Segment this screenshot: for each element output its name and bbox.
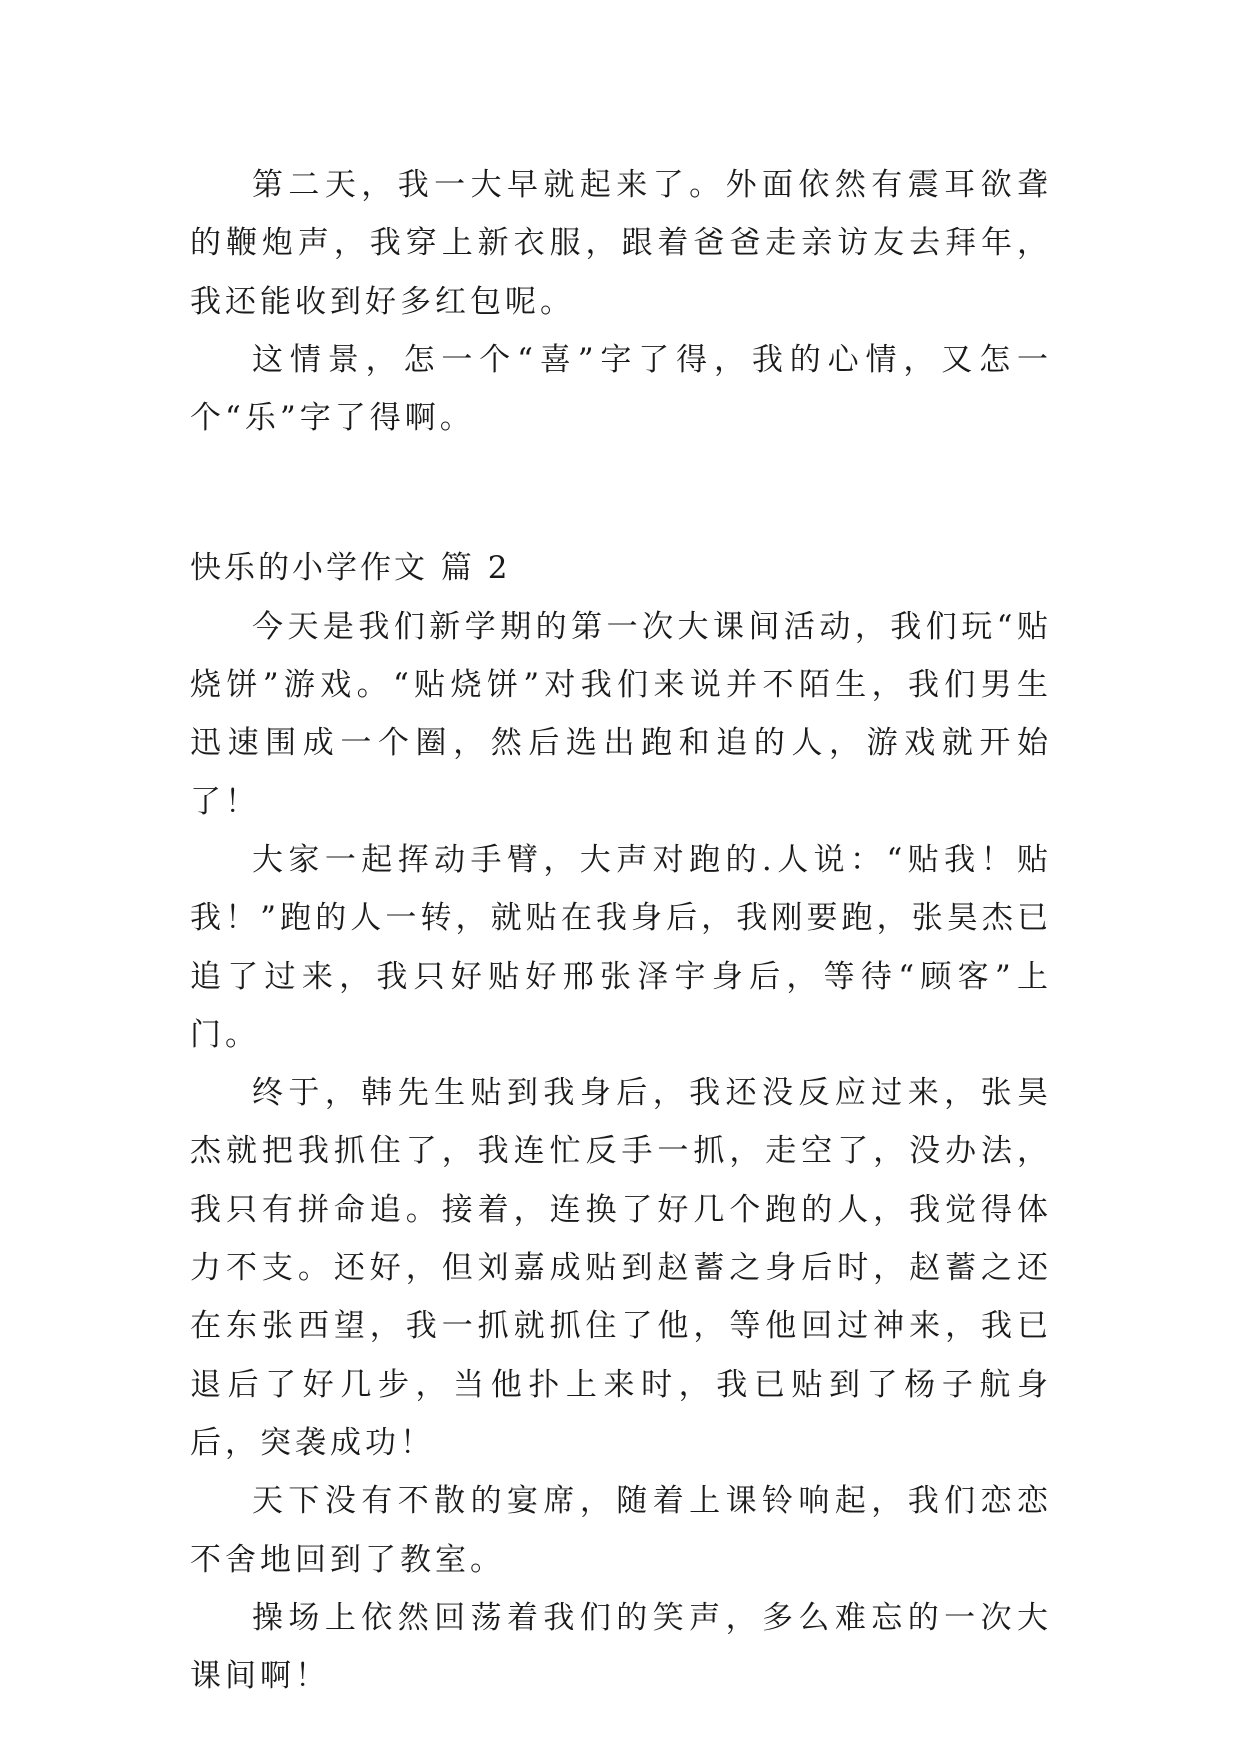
document-body bbox=[190, 156, 1052, 1705]
paragraph: 大家一起挥动手臂，大声对跑的.人说：“贴我！贴我！”跑的人一转，就贴在我身后，我刚要跑，张昊杰已追了过来，我只好贴好邢张泽宇身后，等待“顾客”上门。 bbox=[190, 841, 1052, 1053]
paragraph: 天下没有不散的宴席，随着上课铃响起，我们恋恋不舍地回到了教室。 bbox=[190, 1483, 1052, 1578]
paragraph: 第二天，我一大早就起来了。外面依然有震耳欲聋的鞭炮声，我穿上新衣服，跟着爸爸走亲访友去拜年，我还能收到好多红包呢。 bbox=[190, 167, 1052, 320]
paragraph: 操场上依然回荡着我们的笑声，多么难忘的一次大课间啊！ bbox=[190, 1599, 1052, 1695]
paragraph: 这情景，怎一个“喜”字了得，我的心情，又怎一个“乐”字了得啊。 bbox=[190, 341, 1052, 437]
section-heading: 快乐的小学作文 篇 2 bbox=[190, 550, 511, 587]
paragraph: 终于，韩先生贴到我身后，我还没反应过来，张昊杰就把我抓住了，我连忙反手一抓，走空了，没办法，我只有拼命追。接着，连换了好几个跑的人，我觉得体力不支。还好，但刘嘉成贴到赵蓄之身后时，赵蓄之还在东张西望，我一抓就抓住了他，等他回过神来，我已退后了好几步，当他扑上来时，我已贴到了杨子航身后，突袭成功！ bbox=[190, 1075, 1052, 1461]
paragraph: 今天是我们新学期的第一次大课间活动，我们玩“贴烧饼”游戏。“贴烧饼”对我们来说并不陌生，我们男生迅速围成一个圈，然后选出跑和追的人，游戏就开始了！ bbox=[190, 608, 1052, 820]
